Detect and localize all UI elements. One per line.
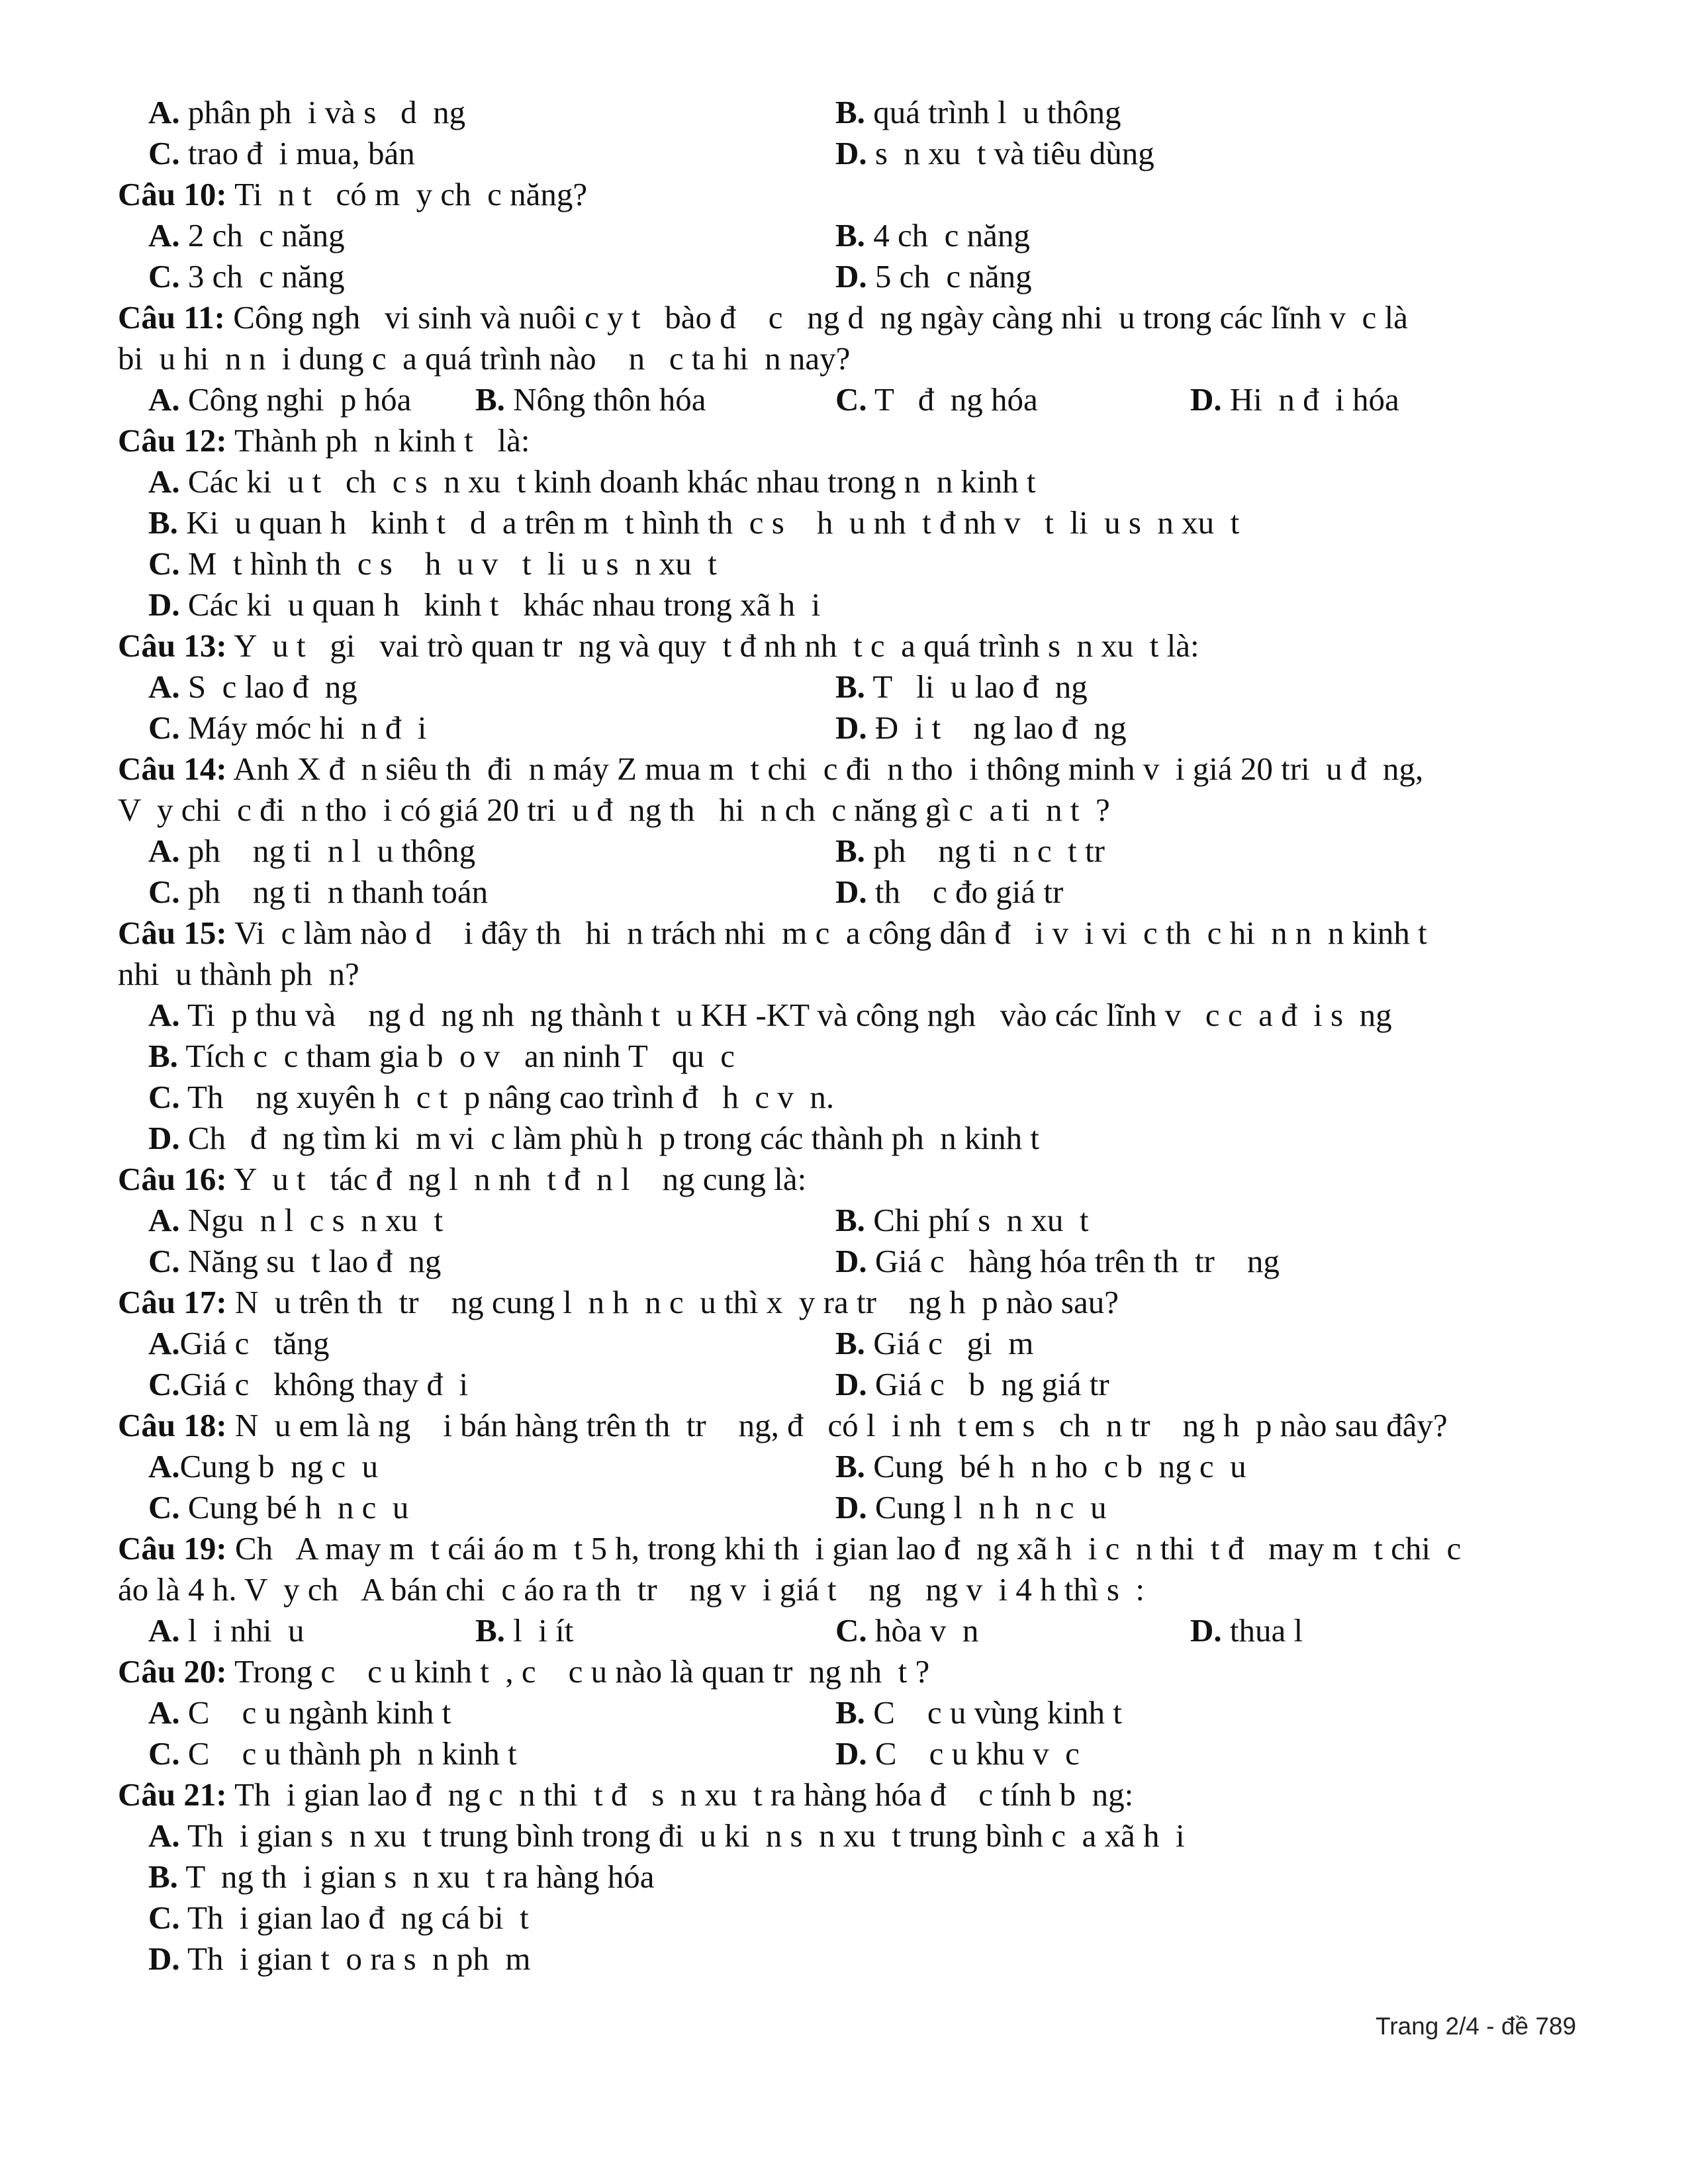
question-text: Công ngh vi sinh và nuôi c y t bào đ c ng d ng ngày càng nhi u trong các lĩnh v c là [233,299,1408,336]
answer-option [835,216,1030,255]
answer-option [835,257,1032,296]
option-label: B. [835,94,865,130]
option-text: Nông thôn hóa [513,381,706,418]
option-text: l i ít [513,1612,574,1649]
answer-option [148,503,1239,543]
answer-option [835,872,1063,912]
option-label: A. [148,1612,180,1649]
option-text: Giá c b ng giá tr [874,1366,1109,1402]
option-label: D. [835,135,867,171]
option-label: B. [835,1448,865,1484]
option-text: T ng th i gian s n xu t ra hàng hóa [185,1858,655,1895]
option-label: A. [148,1448,180,1484]
option-label: D. [835,1489,867,1525]
question-number: Câu 16: [118,1161,227,1197]
answer-option [148,1201,443,1240]
option-text: Công nghi p hóa [187,381,412,418]
question-number: Câu 10: [118,176,227,212]
option-label: C. [148,1735,180,1772]
question-number: Câu 14: [118,751,227,787]
answer-option [835,667,1088,707]
question-number: Câu 20: [118,1653,227,1690]
option-text: Chi phí s n xu t [873,1202,1089,1238]
answer-option [835,1242,1280,1281]
option-text: Th i gian t o ra s n ph m [187,1940,531,1977]
option-label: A. [148,833,180,869]
option-label: C. [835,381,867,418]
option-text: 4 ch c năng [873,217,1030,253]
option-text: ph ng ti n c t tr [873,833,1105,869]
question [118,749,1423,789]
answer-option [835,1693,1122,1733]
answer-option [148,1036,735,1076]
question-number: Câu 21: [118,1776,227,1813]
option-text: hòa v n [874,1612,979,1649]
answer-option [148,1324,330,1363]
answer-option [148,93,465,132]
question-text: Anh X đ n siêu th đi n máy Z mua m t chi c đi n tho i thông minh v i giá 20 tri u đ ng, [233,751,1424,787]
option-label: A. [148,94,180,130]
option-label: A. [148,463,180,500]
answer-option [148,380,411,420]
option-text: 2 ch c năng [187,217,345,253]
answer-option [148,1734,517,1774]
option-label: C. [148,1243,180,1279]
option-text: Cung bé h n ho c b ng c u [873,1448,1246,1484]
option-text: Cung l n h n c u [874,1489,1107,1525]
question-continuation [118,954,359,994]
option-text: 3 ch c năng [187,258,345,295]
option-label: B. [148,1858,178,1895]
answer-option [148,708,427,748]
question-number: Câu 12: [118,422,227,459]
answer-option [835,1324,1033,1363]
option-label: A. [148,1817,180,1854]
question-text: bi u hi n n i dung c a quá trình nào n c ta hi n nay? [118,340,851,377]
option-text: Các ki u quan h kinh t khác nhau trong xã h i [187,586,821,623]
question [118,1652,929,1692]
option-label: B. [835,1202,865,1238]
question-continuation [118,790,1110,830]
question-number: Câu 13: [118,627,227,664]
question-text: áo là 4 h. V y ch A bán chi c áo ra th tr ng v i giá t ng ng v i 4 h thì s : [118,1571,1145,1608]
answer-option [835,1611,978,1651]
option-label: B. [835,668,865,705]
option-label: D. [1190,381,1222,418]
answer-option [148,1488,408,1527]
option-label: A. [148,1325,180,1361]
option-text: Ngu n l c s n xu t [187,1202,444,1238]
answer-option [475,380,706,420]
question-continuation [118,1570,1145,1610]
option-label: A. [148,997,180,1033]
answer-option [148,216,345,255]
question-number: Câu 17: [118,1284,227,1320]
answer-option [835,831,1105,871]
option-text: Th i gian lao đ ng cá bi t [187,1899,529,1936]
option-text: 5 ch c năng [874,258,1032,295]
option-label: D. [835,1366,867,1402]
question-text: Ti n t có m y ch c năng? [234,176,588,212]
question-number: Câu 19: [118,1530,227,1567]
option-text: Ti p thu và ng d ng nh ng thành t u KH -KT và công ngh vào các lĩnh v c c a đ i s ng [187,997,1392,1033]
question-text: V y chi c đi n tho i có giá 20 tri u đ ng th hi n ch c năng gì c a ti n t ? [118,792,1110,828]
option-label: C. [148,135,180,171]
option-label: B. [475,381,505,418]
option-label: A. [148,381,180,418]
option-text: Các ki u t ch c s n xu t kinh doanh khác nhau trong n n kinh t [187,463,1036,500]
answer-option [835,134,1154,173]
answer-option [148,1242,441,1281]
option-label: C. [148,1899,180,1936]
option-label: D. [835,874,867,910]
option-text: thua l [1229,1612,1303,1649]
option-label: B. [835,217,865,253]
question [118,175,587,214]
option-text: Ki u quan h kinh t d a trên m t hình th c s h u nh t đ nh v t li u s n xu t [186,504,1240,541]
option-label: A. [148,668,180,705]
question-text: Th i gian lao đ ng c n thi t đ s n xu t ra hàng hóa đ c tính b ng: [234,1776,1134,1813]
option-text: Đ i t ng lao đ ng [874,709,1127,746]
option-text: Năng su t lao đ ng [187,1243,442,1279]
question [118,913,1427,953]
question [118,298,1408,338]
option-label: B. [148,1038,178,1074]
answer-option [148,667,357,707]
option-text: Giá c tăng [179,1325,330,1361]
option-label: D. [1190,1612,1222,1649]
option-text: Giá c không thay đ i [179,1366,469,1402]
option-label: C. [148,258,180,295]
question-number: Câu 11: [118,299,226,336]
option-text: C c u thành ph n kinh t [187,1735,517,1772]
question-text: Y u t tác đ ng l n nh t đ n l ng cung là: [234,1161,807,1197]
option-text: Máy móc hi n đ i [187,709,427,746]
answer-option [1190,380,1399,420]
option-label: D. [835,1735,867,1772]
option-label: C. [835,1612,867,1649]
option-text: M t hình th c s h u v t li u s n xu t [187,545,717,582]
question [118,1775,1133,1815]
answer-option [148,872,488,912]
question-continuation [118,339,850,379]
question-text: N u em là ng i bán hàng trên th tr ng, đ có l i nh t em s ch n tr ng h p nào sau đây? [234,1407,1448,1443]
question [118,1160,806,1199]
answer-option [148,831,475,871]
page-footer: Trang 2/4 - đề 789 [1376,2013,1577,2040]
option-text: phân ph i và s d ng [187,94,466,130]
option-label: C. [148,1489,180,1525]
option-label: D. [835,1243,867,1279]
answer-option [148,1611,304,1651]
option-label: D. [148,1120,180,1156]
answer-option [835,1734,1080,1774]
option-text: Ch đ ng tìm ki m vi c làm phù h p trong các thành ph n kinh t [187,1120,1039,1156]
answer-option [148,1447,378,1486]
option-text: Th ng xuyên h c t p nâng cao trình đ h c v n. [187,1079,835,1115]
option-text: ph ng ti n l u thông [187,833,476,869]
option-text: Giá c gi m [873,1325,1034,1361]
question [118,1529,1461,1569]
answer-option [148,1693,451,1733]
option-text: Tích c c tham gia b o v an ninh T qu c [185,1038,735,1074]
question-text: Thành ph n kinh t là: [234,422,530,459]
question-text: N u trên th tr ng cung l n h n c u thì x y ra tr ng h p nào sau? [234,1284,1119,1320]
option-text: ph ng ti n thanh toán [187,874,489,910]
option-label: C. [148,545,180,582]
option-label: C. [148,1366,180,1402]
answer-option [835,1447,1246,1486]
answer-option [148,1898,529,1938]
option-text: quá trình l u thông [873,94,1121,130]
option-label: D. [148,1940,180,1977]
option-text: C c u vùng kinh t [873,1694,1122,1731]
question-text: nhi u thành ph n? [118,956,359,992]
option-label: B. [475,1612,505,1649]
answer-option [148,1939,531,1979]
option-text: trao đ i mua, bán [187,135,415,171]
answer-option [835,708,1127,748]
answer-option [835,1201,1089,1240]
answer-option [835,93,1121,132]
option-label: B. [148,504,178,541]
option-text: s n xu t và tiêu dùng [874,135,1154,171]
answer-option [148,585,820,625]
question-text: Y u t gi vai trò quan tr ng và quy t đ nh nh t c a quá trình s n xu t là: [234,627,1199,664]
question [118,626,1199,666]
option-text: S c lao đ ng [187,668,357,705]
answer-option [148,544,717,584]
option-text: C c u khu v c [874,1735,1080,1772]
answer-option [148,1077,834,1117]
option-label: C. [148,709,180,746]
answer-option [835,1365,1109,1404]
answer-option [148,257,345,296]
option-label: B. [835,1694,865,1731]
option-text: Giá c hàng hóa trên th tr ng [874,1243,1280,1279]
option-label: C. [148,874,180,910]
question-number: Câu 15: [118,915,227,951]
option-label: A. [148,1202,180,1238]
option-text: Cung b ng c u [179,1448,379,1484]
question [118,421,530,461]
option-text: Hi n đ i hóa [1229,381,1399,418]
option-text: T li u lao đ ng [872,668,1088,705]
option-label: A. [148,1694,180,1731]
option-label: D. [835,258,867,295]
option-text: C c u ngành kinh t [187,1694,451,1731]
question [118,1283,1119,1322]
answer-option [148,462,1036,502]
answer-option [835,380,1038,420]
option-text: T đ ng hóa [874,381,1038,418]
option-label: B. [835,833,865,869]
answer-option [148,1816,1185,1856]
option-text: th c đo giá tr [874,874,1064,910]
question-text: Ch A may m t cái áo m t 5 h, trong khi th i gian lao đ ng xã h i c n thi t đ may m t chi c [234,1530,1462,1567]
answer-option [835,1488,1107,1527]
question [118,1406,1448,1445]
answer-option [148,1365,468,1404]
option-label: C. [148,1079,180,1115]
answer-option [148,1857,654,1897]
option-text: Cung bé h n c u [187,1489,409,1525]
question-number: Câu 18: [118,1407,227,1443]
answer-option [148,1118,1039,1158]
answer-option [1190,1611,1303,1651]
option-label: B. [835,1325,865,1361]
option-text: l i nhi u [187,1612,305,1649]
answer-option [475,1611,573,1651]
option-label: D. [148,586,180,623]
answer-option [148,995,1392,1035]
question-text: Vi c làm nào d i đây th hi n trách nhi m c a công dân đ i v i vi c th c hi n n n kinh t [234,915,1427,951]
answer-option [148,134,415,173]
option-text: Th i gian s n xu t trung bình trong đi u ki n s n xu t trung bình c a xã h i [187,1817,1185,1854]
question-text: Trong c c u kinh t , c c u nào là quan tr ng nh t ? [234,1653,930,1690]
option-label: D. [835,709,867,746]
option-label: A. [148,217,180,253]
